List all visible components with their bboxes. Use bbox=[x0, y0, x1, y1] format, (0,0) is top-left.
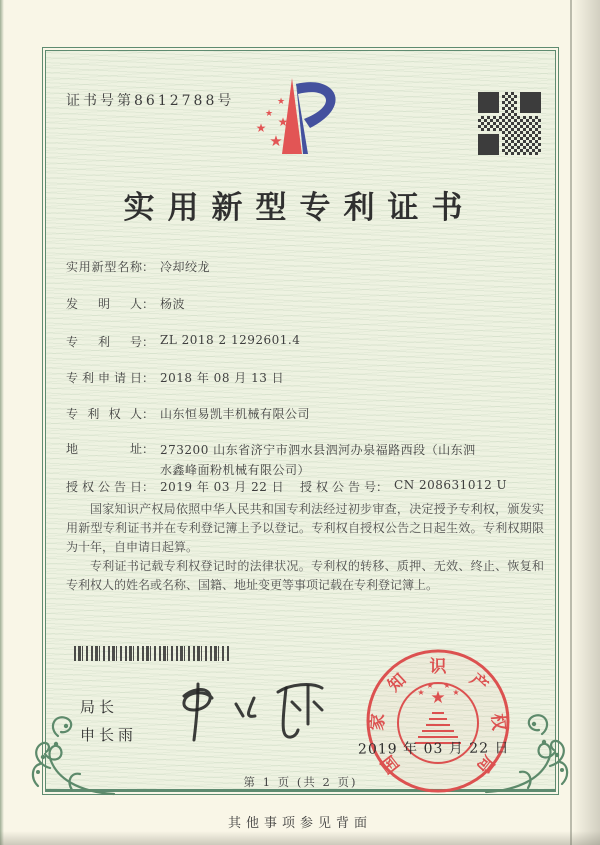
commissioner-name: 申长雨 bbox=[80, 726, 138, 744]
field-value: ZL 2018 2 1292601.4 bbox=[160, 333, 301, 347]
field-filing-date: 专利申请日： 2018 年 08 月 13 日 bbox=[66, 371, 285, 385]
field-value: 2018 年 08 月 13 日 bbox=[160, 371, 285, 385]
svg-text:识: 识 bbox=[429, 657, 447, 677]
certificate-number: 证书号第8612788号 bbox=[66, 93, 235, 109]
field-label: 专利权人 bbox=[66, 407, 142, 421]
field-label: 发明人 bbox=[66, 297, 142, 311]
booklet-spine-edge bbox=[0, 0, 4, 845]
commissioner-title: 局长 bbox=[80, 698, 119, 716]
field-label: 授权公告日 bbox=[66, 480, 142, 494]
seal-date: 2019 年 03 月 22 日 bbox=[357, 740, 510, 758]
page-number: 第 1 页 (共 2 页) bbox=[243, 775, 358, 789]
field-patentee: 专利权人： 山东恒易凯丰机械有限公司 bbox=[66, 407, 311, 421]
svg-text:★: ★ bbox=[255, 121, 267, 135]
field-value: 2019 年 03 月 22 日 bbox=[160, 480, 285, 494]
field-label: 专利号 bbox=[66, 335, 142, 349]
field-patent-number: 专利号： ZL 2018 2 1292601.4 bbox=[66, 333, 301, 349]
svg-text:★: ★ bbox=[417, 688, 425, 697]
svg-text:★: ★ bbox=[276, 97, 286, 107]
barcode bbox=[74, 646, 231, 661]
svg-text:家: 家 bbox=[367, 712, 389, 732]
statutory-paragraph-2: 专利证书记载专利权登记时的法律状况。专利权的转移、质押、无效、终止、恢复和专利权人的姓名或名称、国籍、地址变更等事项记载在专利登记簿上。 bbox=[66, 559, 544, 592]
field-value: 杨波 bbox=[160, 297, 186, 311]
field-value: 山东恒易凯丰机械有限公司 bbox=[160, 407, 311, 421]
field-label: 专利申请日 bbox=[66, 371, 142, 385]
field-value: CN 208631012 U bbox=[394, 478, 508, 492]
field-inventor: 发明人： 杨波 bbox=[66, 297, 186, 311]
field-grant-row: 授权公告日： 2019 年 03 月 22 日 授权公告号： CN 208631012 U bbox=[66, 478, 508, 494]
statutory-text bbox=[66, 500, 544, 595]
scan-shadow-right bbox=[572, 0, 600, 845]
field-label: 授权公告号 bbox=[300, 480, 376, 494]
svg-text:★: ★ bbox=[269, 132, 283, 150]
svg-text:知: 知 bbox=[384, 669, 411, 696]
svg-text:★: ★ bbox=[452, 688, 460, 697]
field-grant-number: 授权公告号： CN 208631012 U bbox=[300, 478, 508, 494]
commissioner-signature bbox=[162, 674, 342, 764]
svg-text:产: 产 bbox=[465, 669, 492, 696]
svg-text:★: ★ bbox=[430, 688, 446, 708]
statutory-paragraph-1: 国家知识产权局依照中华人民共和国专利法经过初步审查，决定授予专利权，颁发实用新型专利证书并在专利登记簿上予以登记。专利权自授权公告之日起生效。专利权期限为十年，自申请日起算。 bbox=[66, 502, 544, 554]
field-label: 实用新型名称 bbox=[66, 260, 142, 274]
field-label: 地址 bbox=[66, 442, 142, 456]
svg-text:★: ★ bbox=[443, 681, 451, 690]
field-value: 冷却绞龙 bbox=[160, 260, 211, 274]
field-address: 地址： 273200 山东省济宁市泗水县泗河办泉福路西段（山东泗 水鑫峰面粉机械有限公司） bbox=[66, 440, 476, 480]
svg-text:★: ★ bbox=[264, 109, 274, 119]
field-utility-model-name: 实用新型名称： 冷却绞龙 bbox=[66, 260, 211, 274]
scan-shadow-bottom bbox=[0, 831, 600, 845]
svg-text:★: ★ bbox=[426, 681, 434, 690]
svg-text:★: ★ bbox=[277, 115, 289, 129]
svg-text:国: 国 bbox=[377, 751, 404, 777]
qr-code bbox=[478, 92, 541, 155]
reverse-side-note: 其他事项参见背面 bbox=[227, 816, 372, 831]
svg-text:局: 局 bbox=[472, 751, 499, 777]
svg-text:权: 权 bbox=[487, 712, 509, 732]
cnipa-logo-icon bbox=[246, 64, 364, 182]
certificate-title: 实用新型专利证书 bbox=[123, 190, 476, 226]
field-value: 273200 山东省济宁市泗水县泗河办泉福路西段（山东泗 水鑫峰面粉机械有限公司） bbox=[160, 443, 476, 477]
